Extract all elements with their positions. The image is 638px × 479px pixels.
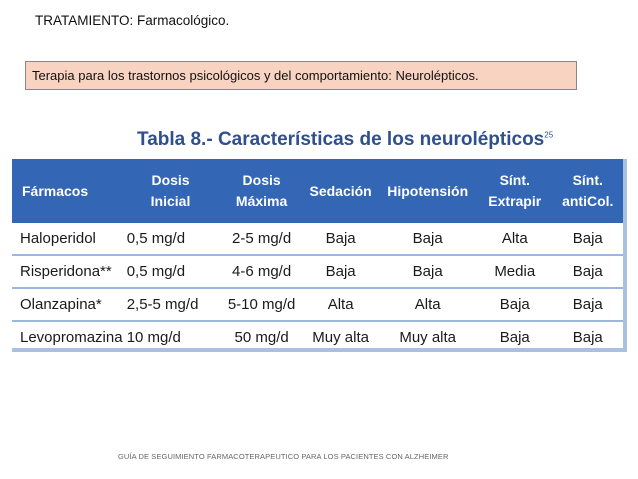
cell-sint-anticol: Baja [572,230,603,247]
cell-dosis-inicial: 0,5 mg/d [126,230,186,247]
cell-dosis-maxima: 2-5 mg/d [232,230,292,247]
cell-hipotension: Muy alta [378,321,477,353]
cell-farmaco: Risperidona** [12,255,121,288]
cell-sint-anticol: Baja [552,321,623,353]
cell-dosis-maxima: 4-6 mg/d [220,255,303,288]
neuroleptics-table-container [12,159,627,352]
cell-sint-extrapir: Alta [501,230,528,247]
cell-sint-extrapir: Baja [477,288,552,321]
header-hipotension: Hipotensión [378,159,477,223]
subtitle-box [25,61,577,90]
subtitle-text: Terapia para los trastornos psicológicos y del comportamiento: Neurolépticos. [32,68,479,83]
cell-hipotension: Baja [378,255,477,288]
table-row [12,223,623,255]
cell-dosis-maxima: 5-10 mg/d [220,288,303,321]
cell-farmaco: Haloperidol [20,230,96,247]
table-row [12,321,623,353]
cell-sedacion: Baja [325,230,356,247]
neuroleptics-table [12,159,623,353]
cell-sedacion: Baja [303,255,378,288]
cell-sint-anticol: Baja [552,255,623,288]
table-title [137,129,553,151]
cell-dosis-maxima: 50 mg/d [220,321,303,353]
slide-heading: TRATAMIENTO: Farmacológico. [35,13,230,28]
cell-hipotension: Alta [378,288,477,321]
cell-sedacion: Alta [303,288,378,321]
cell-dosis-inicial: 0,5 mg/d [121,255,221,288]
cell-farmaco: Olanzapina* [12,288,121,321]
header-farmacos: Fármacos [12,159,121,223]
cell-sint-extrapir: Baja [477,321,552,353]
cell-hipotension: Baja [412,230,443,247]
header-sint-extrapir: Sínt. Extrapir [477,159,552,223]
cell-sint-extrapir: Media [477,255,552,288]
table-row [12,288,623,321]
cell-dosis-inicial: 10 mg/d [121,321,221,353]
cell-sedacion: Muy alta [303,321,378,353]
cell-farmaco: Levopromazina [12,321,121,353]
table-title-text: Tabla 8.- Características de los neurolépticos [137,129,545,150]
cell-sint-anticol: Baja [552,288,623,321]
table-header-row [12,159,623,223]
cell-dosis-inicial: 2,5-5 mg/d [121,288,221,321]
header-dosis-maxima: Dosis Máxima [220,159,303,223]
header-dosis-inicial: Dosis Inicial [121,159,221,223]
header-sint-anticol: Sínt. antiCol. [552,159,623,223]
table-title-reference: 25 [544,130,554,140]
footer-source: GUÍA DE SEGUIMIENTO FARMACOTERAPEUTICO PARA LOS PACIENTES CON ALZHEIMER [118,452,449,461]
header-sedacion: Sedación [303,159,378,223]
table-row [12,255,623,288]
